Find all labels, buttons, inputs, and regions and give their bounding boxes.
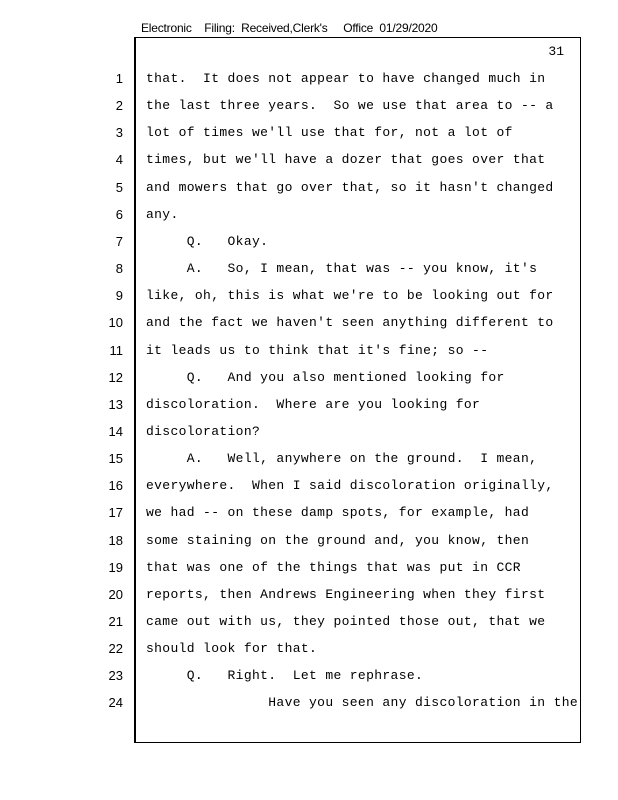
transcript-line [0,125,618,143]
line-text: any. [146,206,179,222]
line-text: and the fact we haven't seen anything different to [146,315,554,331]
line-text: reports, then Andrews Engineering when they first [146,586,546,602]
transcript-line [0,71,618,89]
line-number: 13 [108,396,123,412]
line-number: 7 [115,233,123,249]
line-number: 11 [109,342,123,358]
line-text: we had -- on these damp spots, for example, had [146,505,530,521]
transcript-line [0,397,618,415]
line-number: 6 [115,206,123,222]
line-text: A. So, I mean, that was -- you know, it's [146,261,538,277]
line-number: 15 [108,451,123,467]
transcript-line [0,207,618,225]
filing-header: Electronic Filing: Received,Clerk's Office 01/29/2020 [141,21,438,35]
transcript-line [0,478,618,496]
transcript-line [0,315,618,333]
transcript-line [0,152,618,170]
line-number: 9 [115,288,123,304]
line-number: 16 [108,478,123,494]
line-text: everywhere. When I said discoloration originally, [146,478,554,494]
line-text: that. It does not appear to have changed much in [146,71,546,86]
line-text: A. Well, anywhere on the ground. I mean, [146,451,538,467]
line-text: that was one of the things that was put in CCR [146,559,521,575]
transcript-line [0,695,618,713]
transcript-line [0,614,618,632]
line-text: some staining on the ground and, you know, then [146,532,530,548]
page-number: 31 [548,44,564,59]
transcript-line [0,641,618,659]
line-text: times, but we'll have a dozer that goes over that [146,152,546,168]
line-number: 24 [108,695,123,711]
transcript-line [0,234,618,252]
transcript-line [0,343,618,361]
transcript-line [0,451,618,469]
line-number: 10 [108,315,123,331]
line-text: lot of times we'll use that for, not a lot of [146,125,513,141]
line-text: Q. Okay. [146,233,269,249]
transcript-line [0,533,618,551]
line-number: 23 [108,668,123,684]
line-number: 19 [108,559,123,575]
line-number: 5 [115,179,123,195]
transcript-line [0,370,618,388]
line-number: 1 [115,71,123,86]
line-text: discoloration. Where are you looking for [146,396,481,412]
transcript-line [0,505,618,523]
line-number: 22 [108,641,123,657]
line-text: should look for that. [146,641,318,657]
line-text: and mowers that go over that, so it hasn't changed [146,179,554,195]
line-number: 4 [115,152,123,168]
line-text: Q. And you also mentioned looking for [146,369,505,385]
line-number: 18 [108,532,123,548]
line-text: Q. Right. Let me rephrase. [146,668,424,684]
transcript-line [0,424,618,442]
line-number: 14 [108,423,123,439]
line-text: discoloration? [146,423,261,439]
line-text: the last three years. So we use that area to -- a [146,98,554,114]
line-number: 2 [115,98,123,114]
line-text: came out with us, they pointed those out, that we [146,614,546,629]
transcript-line [0,587,618,605]
line-text: Have you seen any discoloration in the [146,695,579,711]
line-number: 17 [108,505,123,521]
line-text: like, oh, this is what we're to be looking out for [146,288,554,304]
line-number: 20 [108,586,123,602]
transcript-line [0,261,618,279]
line-number: 21 [108,614,123,629]
line-number: 3 [115,125,123,141]
transcript-line [0,668,618,686]
transcript-line [0,288,618,306]
line-number: 8 [115,261,123,277]
line-number: 12 [108,369,123,385]
transcript-line [0,98,618,116]
transcript-line [0,180,618,198]
line-text: it leads us to think that it's fine; so -- [146,342,489,358]
transcript-line [0,560,618,578]
